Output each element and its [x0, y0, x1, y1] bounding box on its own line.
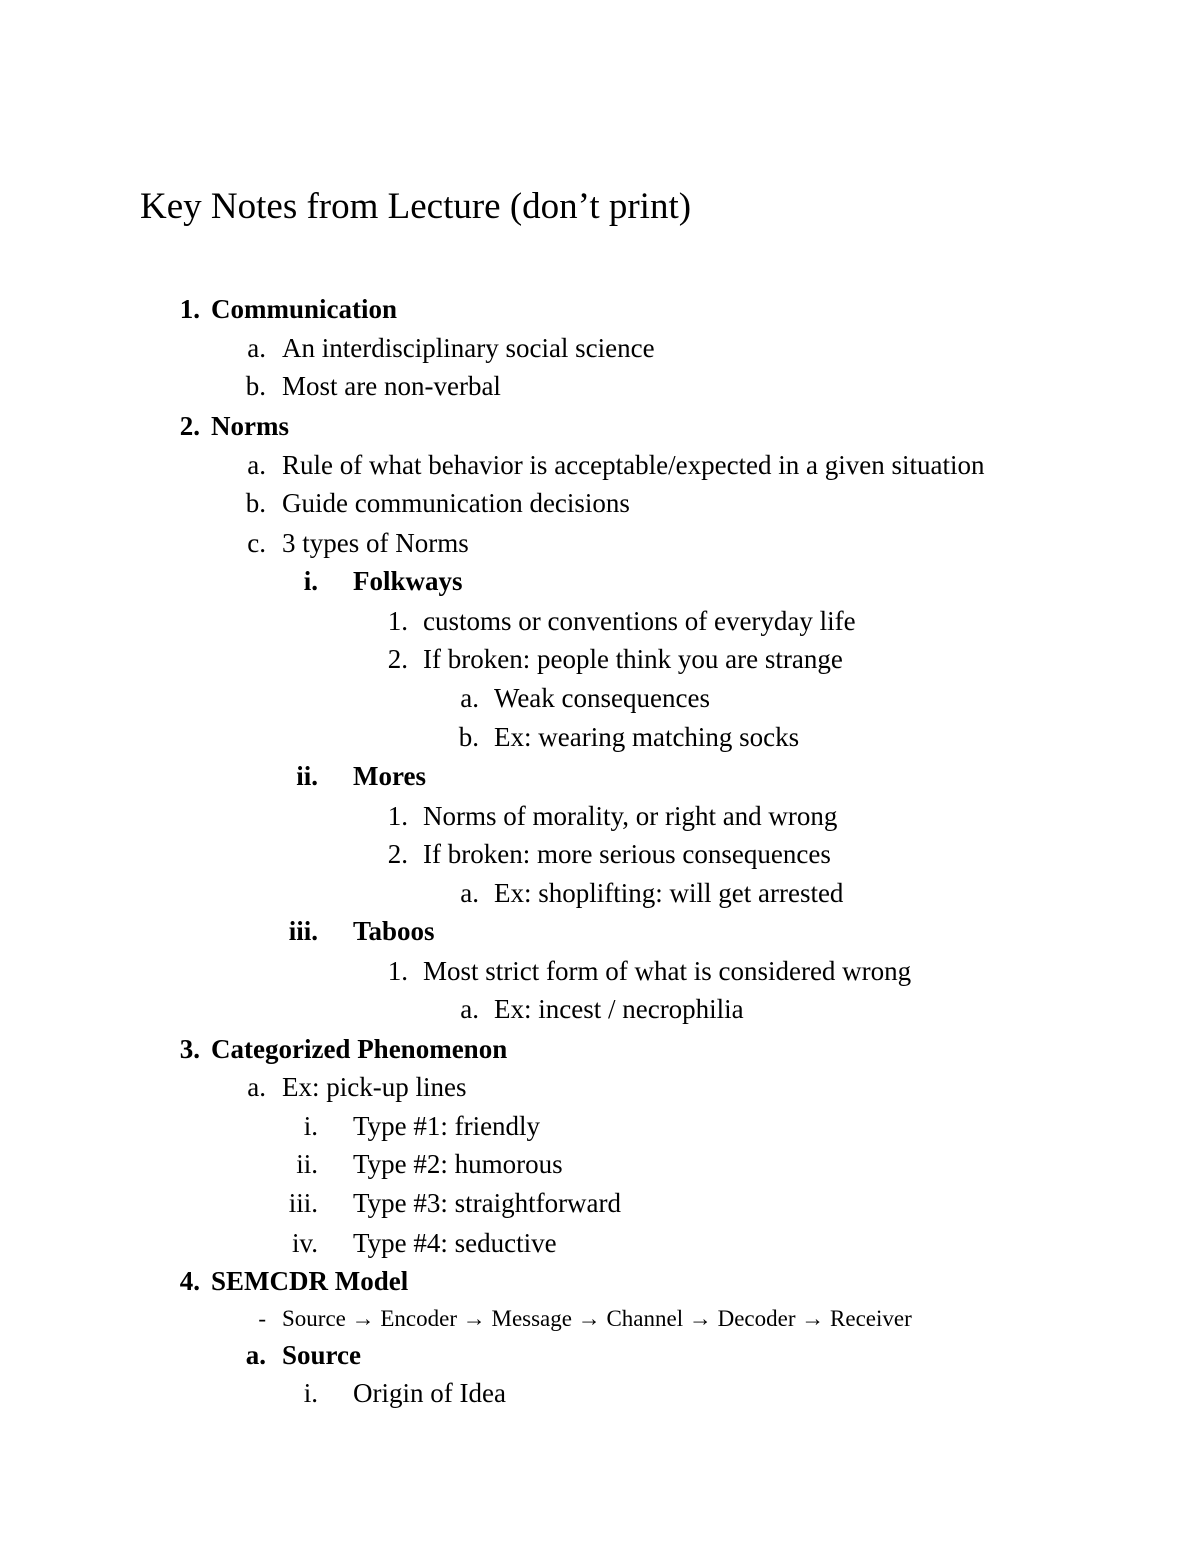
outline-item-marker: 2.: [387, 839, 408, 869]
outline-item-marker: 4.: [179, 1266, 200, 1296]
outline-item-text: Mores: [353, 761, 426, 791]
outline-item-marker: a.: [247, 1072, 266, 1102]
outline-item-marker: i.: [303, 1111, 318, 1141]
outline-item-text: Most strict form of what is considered wrong: [423, 956, 912, 986]
outline-item-marker: i.: [303, 1378, 318, 1408]
outline-item-text: SEMCDR Model: [211, 1266, 409, 1296]
outline-item-marker: 1.: [179, 294, 200, 324]
outline-item-marker: ii.: [296, 761, 318, 791]
outline-item-text: Most are non-verbal: [282, 371, 501, 401]
outline-item-marker: a.: [460, 683, 479, 713]
outline-item-text: Origin of Idea: [353, 1378, 506, 1408]
outline-item-marker: b.: [245, 371, 266, 401]
outline-item-text: Taboos: [353, 916, 435, 946]
outline-item-text: Source → Encoder → Message → Channel → Decoder → Receiver: [282, 1306, 912, 1331]
outline-item-marker: 1.: [387, 606, 408, 636]
page-title: Key Notes from Lecture (don’t print): [140, 186, 692, 227]
outline-item-text: Weak consequences: [494, 683, 710, 713]
outline-item-marker: iii.: [288, 916, 318, 946]
outline-item-text: Type #4: seductive: [353, 1228, 557, 1258]
outline-item-marker: 3.: [179, 1034, 200, 1064]
outline-item-marker: 1.: [387, 801, 408, 831]
outline-item-text: 3 types of Norms: [282, 528, 469, 558]
outline-item-text: customs or conventions of everyday life: [423, 606, 856, 636]
outline-item-marker: a.: [247, 450, 266, 480]
outline-item-text: Guide communication decisions: [282, 488, 630, 518]
outline-item-text: If broken: more serious consequences: [423, 839, 831, 869]
outline-item-marker: iv.: [292, 1228, 318, 1258]
outline-item-text: An interdisciplinary social science: [282, 333, 655, 363]
outline-item-marker: 1.: [387, 956, 408, 986]
outline-item-text: Ex: wearing matching socks: [494, 722, 800, 752]
outline-item-marker: c.: [247, 528, 266, 558]
outline-item-text: Ex: shoplifting: will get arrested: [494, 878, 844, 908]
outline-item-marker: a.: [245, 1340, 266, 1370]
outline-item-text: Norms: [211, 411, 289, 441]
outline-item-text: Ex: incest / necrophilia: [494, 994, 744, 1024]
outline-item-marker: a.: [247, 333, 266, 363]
outline-item-marker: b.: [458, 722, 479, 752]
outline-item-text: Categorized Phenomenon: [211, 1034, 508, 1064]
outline-item-marker: b.: [245, 488, 266, 518]
outline-item-text: Ex: pick-up lines: [282, 1072, 467, 1102]
outline-item-text: If broken: people think you are strange: [423, 644, 843, 674]
outline-item-text: Type #2: humorous: [353, 1149, 563, 1179]
outline-item-text: Norms of morality, or right and wrong: [423, 801, 838, 831]
outline-item-text: Type #1: friendly: [353, 1111, 541, 1141]
outline-item-text: Rule of what behavior is acceptable/expected in a given situation: [282, 450, 985, 480]
outline-item-text: Communication: [211, 294, 398, 324]
outline-item-text: Type #3: straightforward: [353, 1188, 622, 1218]
outline-item-marker: a.: [460, 994, 479, 1024]
outline-item-text: Folkways: [353, 566, 463, 596]
outline-item-marker: -: [258, 1306, 266, 1331]
outline-item-marker: 2.: [179, 411, 200, 441]
outline-item-marker: i.: [303, 566, 318, 596]
outline-item-marker: a.: [460, 878, 479, 908]
outline-item-text: Source: [282, 1340, 361, 1370]
outline-item-marker: 2.: [387, 644, 408, 674]
outline-item-marker: iii.: [288, 1188, 318, 1218]
outline-item-marker: ii.: [296, 1149, 318, 1179]
